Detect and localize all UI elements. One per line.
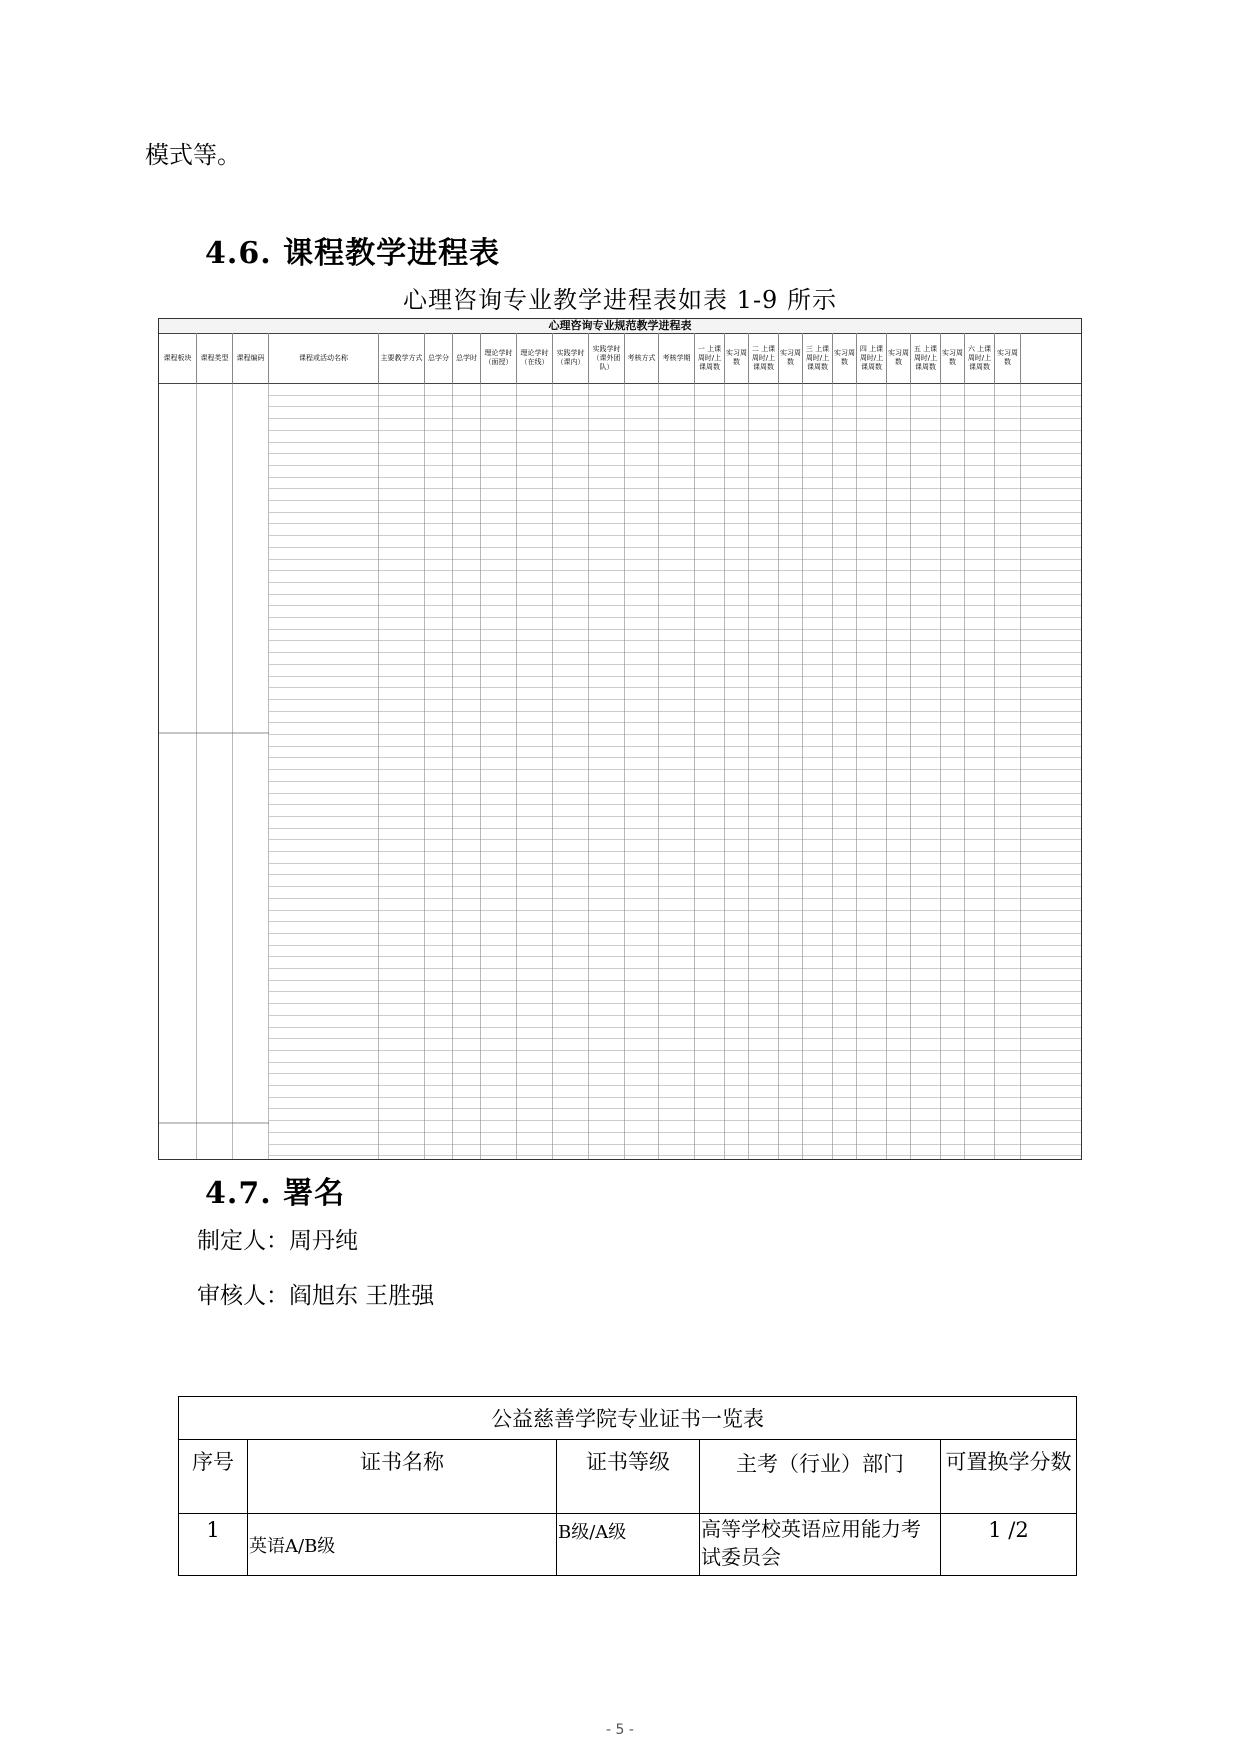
cell-credit: 1 /2	[941, 1514, 1077, 1576]
maker-line: 制定人：周丹纯	[197, 1228, 358, 1254]
section-heading-4-6: 4.6. 课程教学进程表	[205, 236, 501, 271]
cell-no: 1	[179, 1514, 248, 1576]
schedule-header-cell: 实践学时（课外团队）	[589, 333, 625, 383]
schedule-header-cell: 课程或活动名称	[269, 333, 379, 383]
schedule-header-cell: 三 上课周时/上课周数	[803, 333, 833, 383]
schedule-header-cell: 实习周数	[995, 333, 1021, 383]
cell-cert-level: B级/A级	[557, 1514, 700, 1576]
schedule-header-cell: 五 上课周时/上课周数	[911, 333, 941, 383]
schedule-header-cell: 二 上课周时/上课周数	[749, 333, 779, 383]
schedule-header-cell: 实习周数	[779, 333, 803, 383]
certificate-table	[178, 1396, 1077, 1576]
schedule-header-cell: 课程编码	[233, 333, 269, 383]
schedule-table-body	[159, 383, 1081, 1159]
page-number: - 5 -	[606, 1722, 634, 1738]
cell-cert-name: 英语A/B级	[248, 1514, 557, 1576]
schedule-table-image	[158, 318, 1082, 1160]
schedule-header-cell: 实习周数	[725, 333, 749, 383]
table-caption: 心理咨询专业教学进程表如表 1-9 所示	[403, 286, 837, 314]
schedule-header-cell: 理论学时（在线）	[517, 333, 553, 383]
header-no: 序号	[179, 1440, 248, 1514]
schedule-header-cell: 理论学时（面授）	[481, 333, 517, 383]
schedule-table-title: 心理咨询专业规范教学进程表	[159, 319, 1081, 334]
schedule-header-cell: 一 上课周时/上课周数	[695, 333, 725, 383]
schedule-header-cell: 实习周数	[833, 333, 857, 383]
schedule-header-cell: 实践学时（课内）	[553, 333, 589, 383]
schedule-header-cell: 四 上课周时/上课周数	[857, 333, 887, 383]
schedule-header-cell: 主要教学方式	[379, 333, 425, 383]
header-cert-level: 证书等级	[557, 1440, 700, 1514]
cell-exam-dept: 高等学校英语应用能力考试委员会	[700, 1514, 941, 1576]
schedule-header-cell: 实习周数	[941, 333, 965, 383]
schedule-header-cell: 考核学期	[659, 333, 695, 383]
header-exam-dept: 主考（行业）部门	[700, 1440, 941, 1514]
schedule-header-cell: 总学分	[425, 333, 453, 383]
schedule-table-header	[159, 333, 1081, 384]
schedule-header-cell: 六 上课周时/上课周数	[965, 333, 995, 383]
lead-text: 模式等。	[145, 141, 241, 169]
schedule-header-cell: 考核方式	[625, 333, 659, 383]
section-heading-4-7: 4.7. 署名	[205, 1176, 346, 1211]
header-cert-name: 证书名称	[248, 1440, 557, 1514]
schedule-header-cell: 总学时	[453, 333, 481, 383]
reviewer-line: 审核人：阎旭东 王胜强	[197, 1283, 435, 1309]
certificate-table-title: 公益慈善学院专业证书一览表	[179, 1397, 1077, 1440]
schedule-header-cell: 课程类型	[197, 333, 233, 383]
table-row	[179, 1514, 1077, 1576]
schedule-header-cell: 实习周数	[887, 333, 911, 383]
schedule-header-cell: 课程板块	[159, 333, 197, 383]
header-credit: 可置换学分数	[941, 1440, 1077, 1514]
